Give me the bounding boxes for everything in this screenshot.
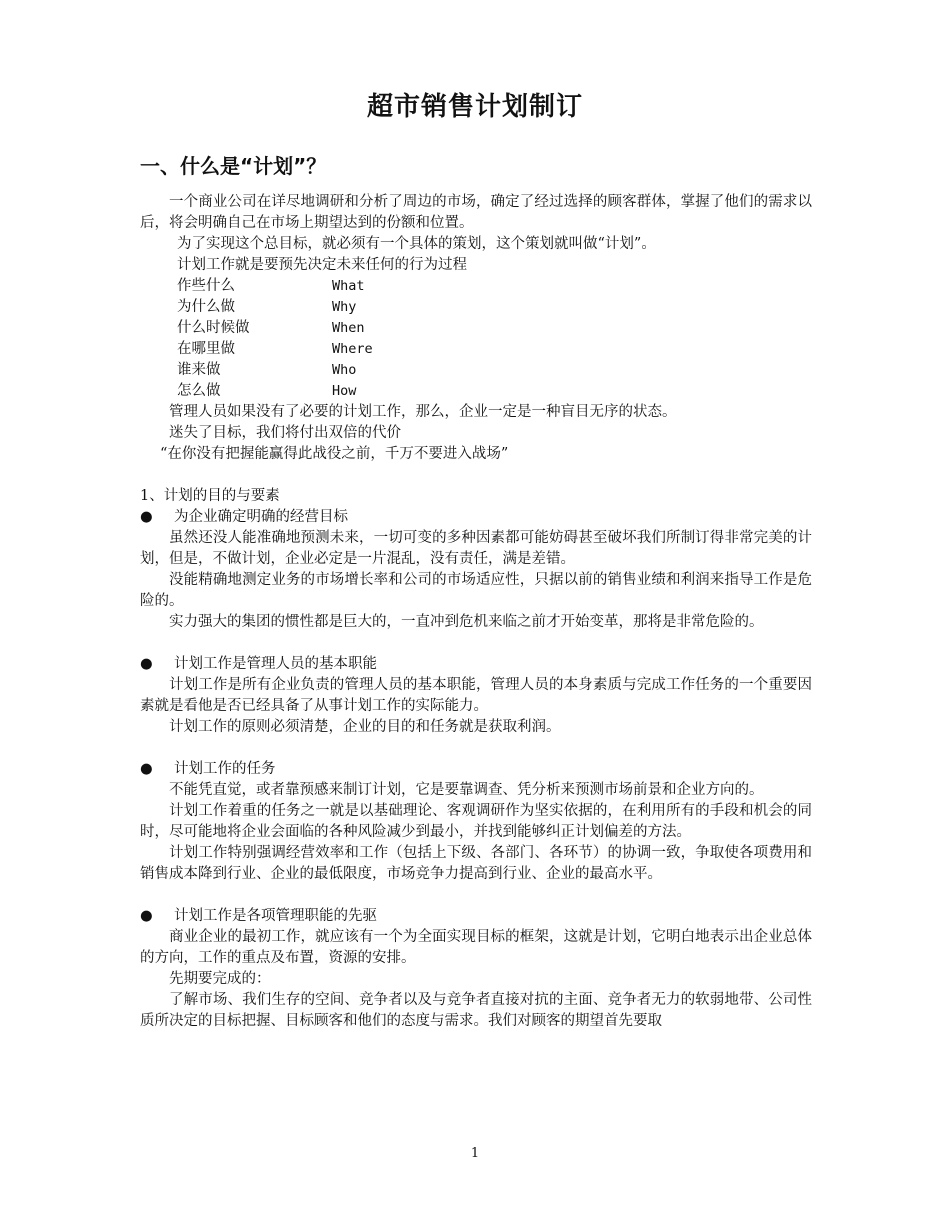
- section-heading: 1、计划的目的与要素: [140, 488, 280, 504]
- paragraph: 先期要完成的：: [169, 971, 271, 987]
- wh-zh: 什么时候做: [177, 320, 250, 336]
- wh-zh: 在哪里做: [177, 341, 235, 357]
- wh-row: [140, 318, 812, 339]
- bullet-title: 计划工作是管理人员的基本职能: [174, 656, 377, 672]
- paragraph: 不能凭直觉，或者靠预感来制订计划，它是要靠调查、凭分析来预测市场前景和企业方向的。: [169, 782, 764, 798]
- wh-row: [140, 360, 812, 381]
- wh-zh: 怎么做: [177, 383, 221, 399]
- bullet-icon: ●: [140, 509, 153, 525]
- wh-row: [140, 297, 812, 318]
- page-number: 1: [470, 1146, 480, 1161]
- paragraph: 没能精确地测定业务的市场增长率和公司的市场适应性，只据以前的销售业绩和利润来指导工作是危险的。: [140, 572, 812, 609]
- document-body: [140, 192, 812, 1032]
- bullet-title: 计划工作是各项管理职能的先驱: [174, 908, 377, 924]
- paragraph: 迷失了目标，我们将付出双倍的代价: [169, 425, 401, 441]
- heading-what-is-plan: 一、什么是“计划”？: [140, 154, 327, 178]
- paragraph: 一个商业公司在详尽地调研和分析了周边的市场，确定了经过选择的顾客群体，掌握了他们的需求以后，将会明确自己在市场上期望达到的份额和位置。: [140, 194, 812, 231]
- paragraph: 实力强大的集团的惯性都是巨大的，一直冲到危机来临之前才开始变革，那将是非常危险的。: [169, 614, 764, 630]
- paragraph: 计划工作着重的任务之一就是以基础理论、客观调研作为坚实依据的，在利用所有的手段和机会的同时，尽可能地将企业会面临的各种风险减少到最小，并找到能够纠正计划偏差的方法。: [140, 803, 812, 840]
- paragraph: 计划工作就是要预先决定未来任何的行为过程: [177, 257, 467, 273]
- paragraph: 管理人员如果没有了必要的计划工作，那么，企业一定是一种盲目无序的状态。: [169, 404, 677, 420]
- wh-zh: 为什么做: [177, 299, 235, 315]
- wh-en: How: [332, 383, 357, 399]
- wh-en: What: [332, 278, 365, 294]
- wh-en: Who: [332, 362, 357, 378]
- wh-en: When: [332, 320, 365, 336]
- paragraph: 计划工作是所有企业负责的管理人员的基本职能，管理人员的本身素质与完成工作任务的一个重要因素就是看他是否已经具备了从事计划工作的实际能力。: [140, 677, 812, 714]
- bullet-icon: ●: [140, 656, 153, 672]
- bullet-title: 为企业确定明确的经营目标: [174, 509, 348, 525]
- paragraph: 虽然还没人能准确地预测未来，一切可变的多种因素都可能妨碍甚至破坏我们所制订得非常完美的计划，但是，不做计划，企业必定是一片混乱，没有责任，满是差错。: [140, 530, 812, 567]
- paragraph: 了解市场、我们生存的空间、竞争者以及与竞争者直接对抗的主面、竞争者无力的软弱地带、公司性质所决定的目标把握、目标顾客和他们的态度与需求。我们对顾客的期望首先要取: [140, 992, 812, 1029]
- wh-zh: 作些什么: [177, 278, 235, 294]
- wh-en: Why: [332, 299, 357, 315]
- wh-row: [140, 276, 812, 297]
- bullet-icon: ●: [140, 908, 153, 924]
- paragraph: 计划工作特别强调经营效率和工作（包括上下级、各部门、各环节）的协调一致，争取使各项费用和销售成本降到行业、企业的最低限度，市场竞争力提高到行业、企业的最高水平。: [140, 845, 812, 882]
- bullet-item: [140, 654, 812, 675]
- bullet-item: [140, 906, 812, 927]
- wh-zh: 谁来做: [177, 362, 221, 378]
- wh-row: [140, 339, 812, 360]
- bullet-title: 计划工作的任务: [174, 761, 276, 777]
- bullet-item: [140, 759, 812, 780]
- wh-row: [140, 381, 812, 402]
- wh-en: Where: [332, 341, 373, 357]
- paragraph: 为了实现这个总目标，就必须有一个具体的策划，这个策划就叫做“计划”。: [177, 236, 656, 252]
- quote: “在你没有把握能赢得此战役之前，千万不要进入战场”: [160, 446, 509, 462]
- document-title: 超市销售计划制订: [366, 92, 583, 122]
- bullet-item: [140, 507, 812, 528]
- paragraph: 计划工作的原则必须清楚，企业的目的和任务就是获取利润。: [169, 719, 561, 735]
- bullet-icon: ●: [140, 761, 153, 777]
- paragraph: 商业企业的最初工作，就应该有一个为全面实现目标的框架，这就是计划，它明白地表示出企业总体的方向，工作的重点及布置，资源的安排。: [140, 929, 812, 966]
